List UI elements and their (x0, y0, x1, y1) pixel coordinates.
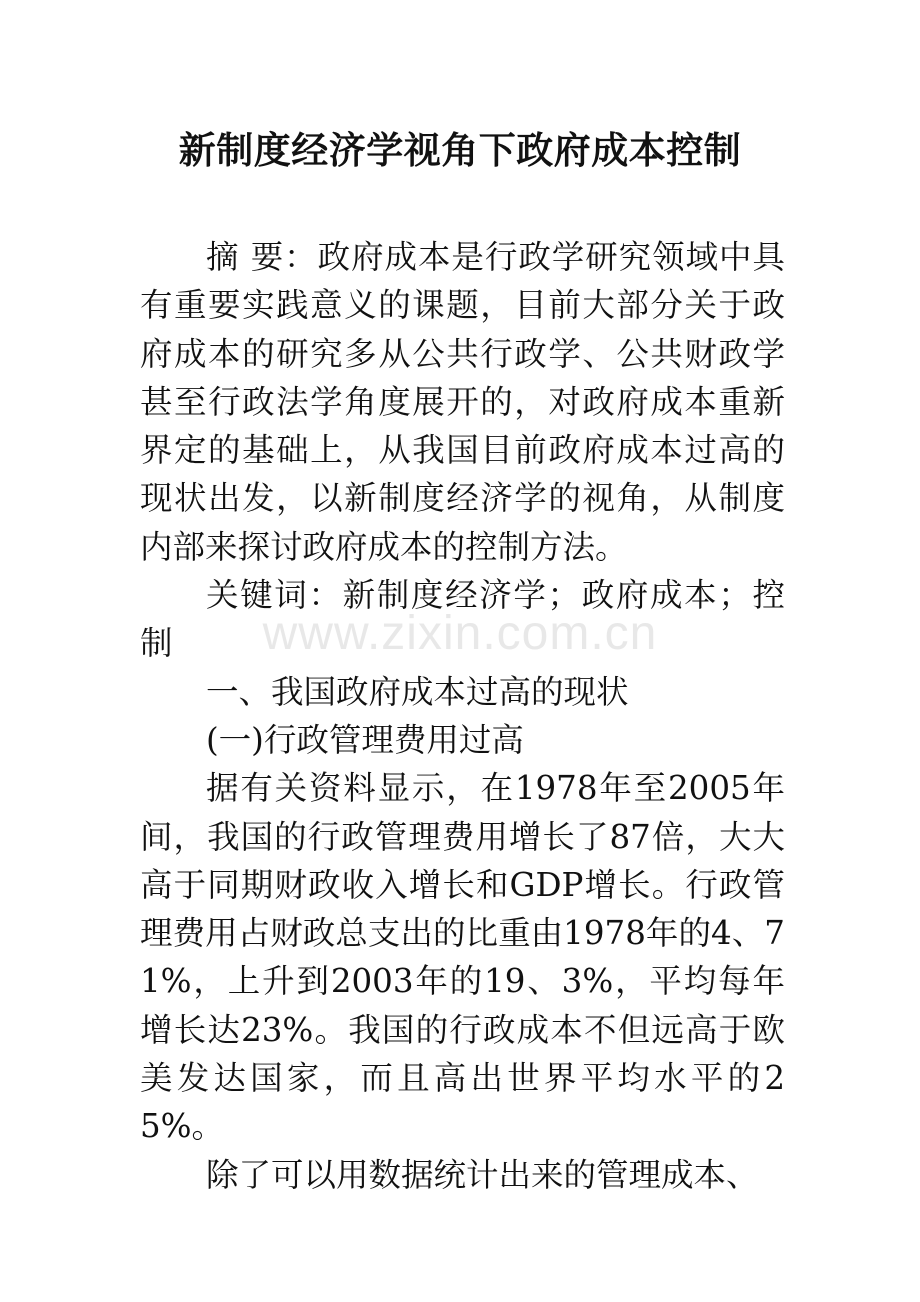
body-paragraph: 除了可以用数据统计出来的管理成本、 (206, 1155, 759, 1194)
keywords-paragraph: 关键词：新制度经济学；政府成本；控制 (140, 576, 785, 663)
watermark: www.zixin.com.cn (262, 607, 658, 660)
subsection-heading: (一)行政管理费用过高 (206, 720, 524, 759)
body-paragraph: 据有关资料显示，在1978年至2005年间，我国的行政管理费用增长了87倍，大大高于同期财政收入增长和GDP增长。行政管理费用占财政总支出的比重由1978年的4、71%，上升到2003年的19、3%，平均每年增长达23%。我国的行政成本不但远高于欧美发达国家，而且高出世界平均水平的25%。 (140, 769, 785, 1146)
document-title: 新制度经济学视角下政府成本控制 (178, 128, 742, 172)
section-heading: 一、我国政府成本过高的现状 (206, 672, 629, 711)
abstract-paragraph: 摘 要：政府成本是行政学研究领域中具有重要实践意义的课题，目前大部分关于政府成本的研究多从公共行政学、公共财政学甚至行政法学角度展开的，对政府成本重新界定的基础上，从我国目前政府成本过高的现状出发，以新制度经济学的视角，从制度内部来探讨政府成本的控制方法。 (140, 238, 785, 566)
document-body (140, 233, 785, 1199)
